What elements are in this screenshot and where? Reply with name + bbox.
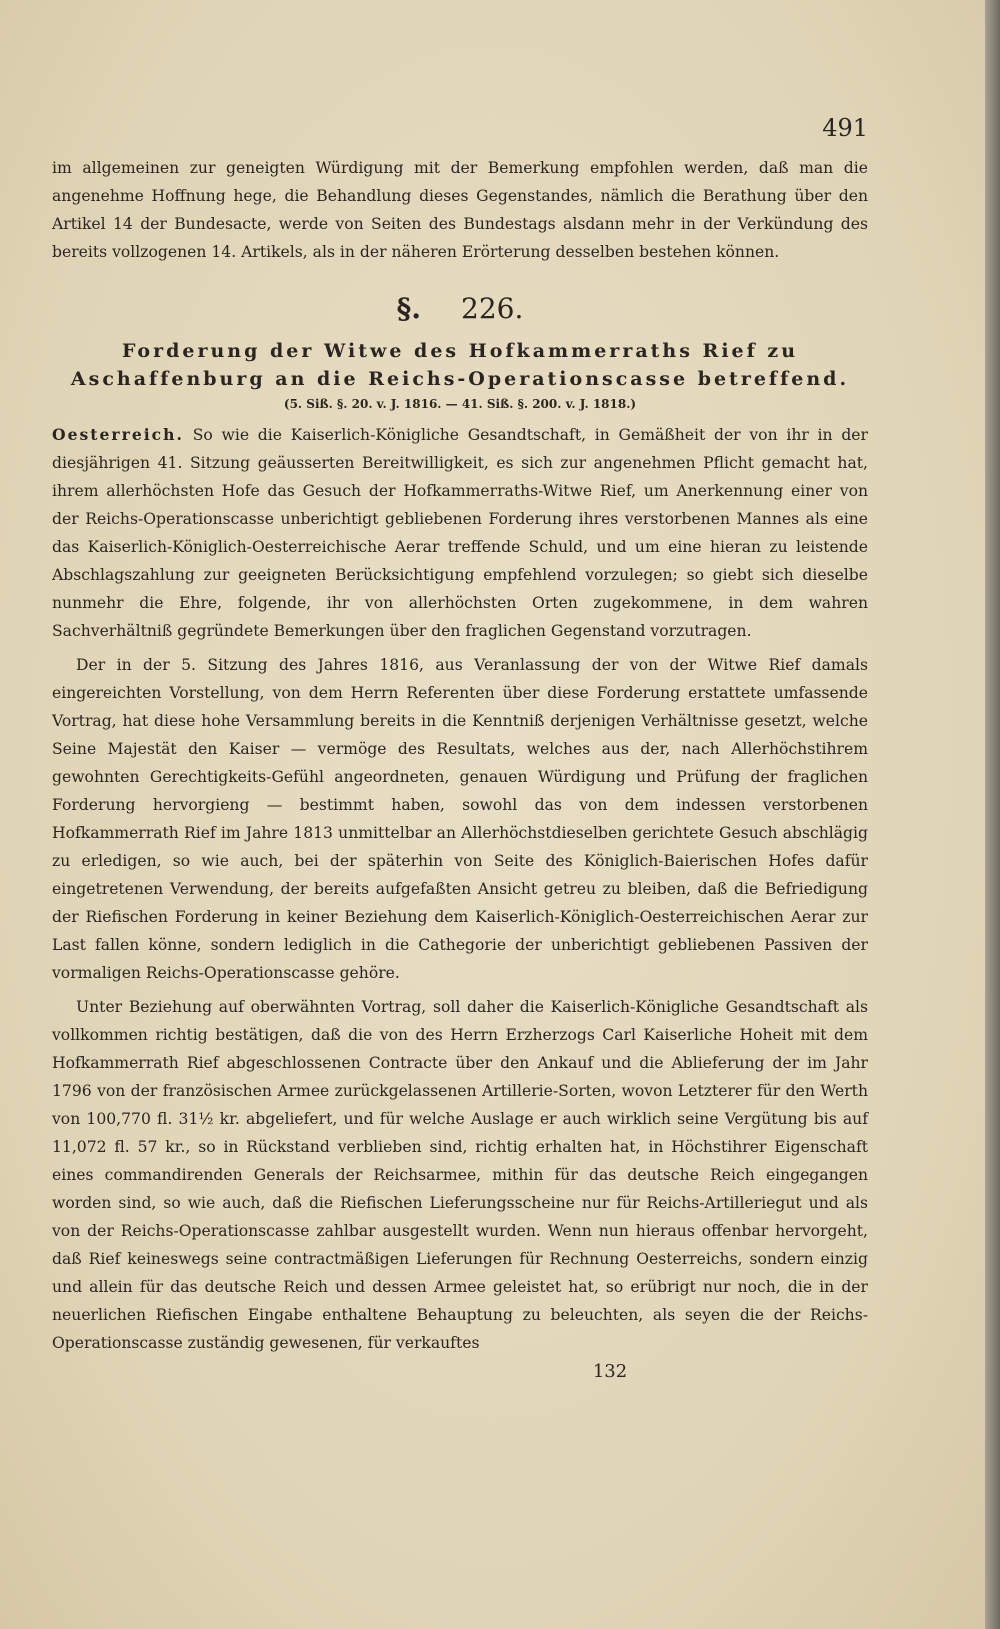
section-number	[52, 292, 868, 325]
section-symbol: §.	[396, 292, 422, 325]
body-paragraph-3: Unter Beziehung auf oberwähnten Vortrag, soll daher die Kaiserlich-Königliche Gesandtschaft als vollkommen richtig bestätigen, daß die von des Herrn Erzherzogs Carl Kaiserliche Hoheit mit dem Hofkammerrath Rief abgeschlossenen Contracte über den Ankauf und die Ablieferung der im Jahr 1796 von der französischen Armee zurückgelassenen Artillerie-Sorten, wovon Letzterer für den Werth von 100,770 fl. 31½ kr. abgeliefert, und für welche Auslage er auch wirklich seine Vergütung bis auf 11,072 fl. 57 kr., so in Rückstand verblieben sind, richtig erhalten hat, in Höchstihrer Eigenschaft eines commandirenden Generals der Reichsarmee, mithin für das deutsche Reich eingegangen worden sind, so wie auch, daß die Riefischen Lieferungsscheine nur für Reichs-Artilleriegut und als von der Reichs-Operationscasse zahlbar ausgestellt wurden. Wenn nun hieraus offenbar hervorgeht, daß Rief keineswegs seine contractmäßigen Lieferungen für Rechnung Oesterreichs, sondern einzig und allein für das deutsche Reich und dessen Armee geleistet hat, so erübrigt nur noch, die in der neuerlichen Riefischen Eingabe enthaltene Behauptung zu beleuchten, als seyen die der Reichs-Operationscasse zuständig gewesenen, für verkauftes	[52, 998, 868, 1352]
page-edge	[985, 0, 1000, 1629]
lead-word: Oesterreich.	[52, 425, 184, 444]
body-paragraph-2: Der in der 5. Sitzung des Jahres 1816, aus Veranlassung der von der Witwe Rief damals eingereichten Vorstellung, von dem Herrn Referenten über diese Forderung erstattete umfassende Vortrag, hat diese hohe Versammlung bereits in die Kenntniß derjenigen Verhältnisse gesetzt, welche Seine Majestät den Kaiser — vermöge des Resultats, welches aus der, nach Allerhöchstihrem gewohnten Gerechtigkeits-Gefühl angeordneten, genauen Würdigung und Prüfung der fraglichen Forderung hervorgieng — bestimmt haben, sowohl das von dem indessen verstorbenen Hofkammerrath Rief im Jahre 1813 unmittelbar an Allerhöchstdieselben gerichtete Gesuch abschlägig zu erledigen, so wie auch, bei der späterhin von Seite des Königlich-Baierischen Hofes dafür eingetretenen Verwendung, der bereits aufgefaßten Ansicht getreu zu bleiben, daß die Befriedigung der Riefischen Forderung in keiner Beziehung dem Kaiserlich-Königlich-Oesterreichischen Aerar zur Last fallen könne, sondern lediglich in die Cathegorie der unberichtigt gebliebenen Passiven der vormaligen Reichs-Operationscasse gehöre.	[52, 656, 868, 982]
intro-paragraph: im allgemeinen zur geneigten Würdigung mit der Bemerkung empfohlen werden, daß man die angenehme Hoffnung hege, die Behandlung dieses Gegenstandes, nämlich die Berathung über den Artikel 14 der Bundesacte, werde von Seiten des Bundestags alsdann mehr in der Verkündung des bereits vollzogenen 14. Artikels, als in der näheren Erörterung desselben bestehen können.	[52, 159, 868, 261]
section-number-value: 226.	[461, 292, 524, 325]
body-paragraph-1	[52, 421, 868, 645]
session-reference: (5. Siß. §. 20. v. J. 1816. — 41. Siß. §. 200. v. J. 1818.)	[283, 397, 637, 411]
section-heading: Forderung der Witwe des Hofkammerraths Rief zu Aschaffenburg an die Reichs-Operationscasse betreffend.	[70, 340, 850, 390]
page-number: 491	[822, 114, 868, 142]
body-paragraph-1-text: So wie die Kaiserlich-Königliche Gesandtschaft, in Gemäßheit der von ihr in der diesjährigen 41. Sitzung geäusserten Bereitwilligkeit, es sich zur angenehmen Pflicht gemacht hat, ihrem allerhöchsten Hofe das Gesuch der Hofkammerraths-Witwe Rief, um Anerkennung einer von der Reichs-Operationscasse unberichtigt gebliebenen Forderung ihres verstorbenen Mannes als eine das Kaiserlich-Königlich-Oesterreichische Aerar treffende Schuld, und um eine hieran zu leistende Abschlagszahlung zur geeigneten Berücksichtigung empfehlend vorzulegen; so giebt sich dieselbe nunmehr die Ehre, folgende, ihr von allerhöchsten Orten zugekommene, in dem wahren Sachverhältniß gegründete Bemerkungen über den fraglichen Gegenstand vorzutragen.	[52, 426, 868, 640]
signature-mark: 132	[592, 1361, 628, 1382]
page-content	[52, 100, 868, 1382]
